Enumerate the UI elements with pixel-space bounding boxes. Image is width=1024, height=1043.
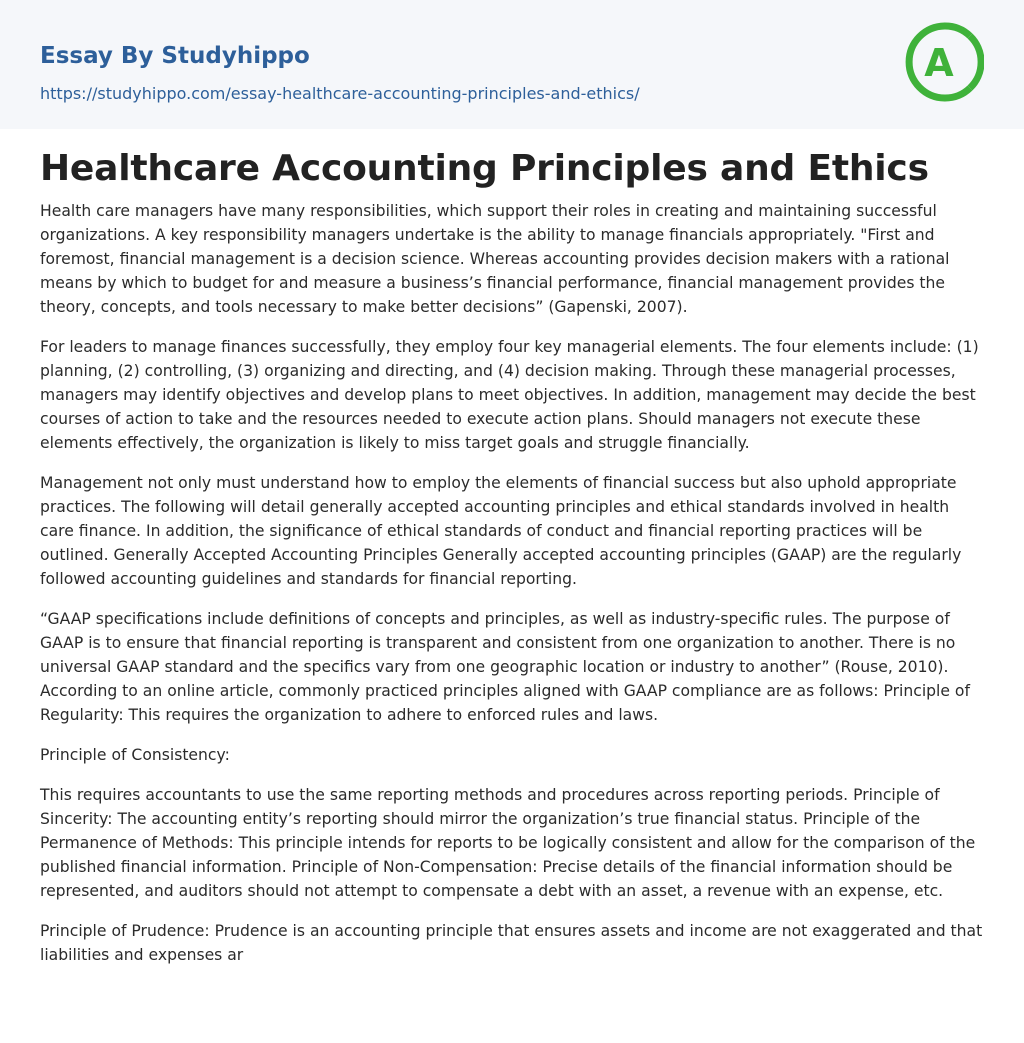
paragraph-gaap-definition: “GAAP specifications include definitions of concepts and principles, as well as industry-specific rules. The purpose of GAAP is to ensure that financial reporting is transparent and consistent from one organization to another. There is no universal GAAP standard and the specifics vary from one geographic location or industry to another” (Rouse, 2010). According to an online article, commonly practiced principles aligned with GAAP compliance are as follows: Principle of Regularity: This requires the organization to adhere to enforced rules and laws. <box>40 610 970 724</box>
article-title: Healthcare Accounting Principles and Ethics <box>40 148 929 189</box>
essay-url-link[interactable]: https://studyhippo.com/essay-healthcare-accounting-principles-and-ethics/ <box>40 84 640 103</box>
article-body <box>0 147 1024 967</box>
paragraph-managerial-elements: For leaders to manage finances successfully, they employ four key managerial elements. The four elements include: (1) planning, (2) controlling, (3) organizing and directing, and (4) decision making. Through these managerial processes, managers may identify objectives and develop plans to meet objectives. In addition, management may decide the best courses of action to take and the resources needed to execute action plans. Should managers not execute these elements effectively, the organization is likely to miss target goals and struggle financially. <box>40 338 979 452</box>
paragraph-intro: Health care managers have many responsibilities, which support their roles in creating and maintaining successful organizations. A key responsibility managers undertake is the ability to manage financials appropriately. "First and foremost, financial management is a decision science. Whereas accounting provides decision makers with a rational means by which to budget for and measure a business’s financial performance, financial management provides the theory, concepts, and tools necessary to make better decisions” (Gapenski, 2007). <box>40 202 950 316</box>
site-header <box>0 0 1024 129</box>
paragraph-consistency-heading: Principle of Consistency: <box>40 746 230 764</box>
studyhippo-logo-icon[interactable] <box>900 20 984 104</box>
paragraph-management-practices: Management not only must understand how to employ the elements of financial success but also uphold appropriate practices. The following will detail generally accepted accounting principles and ethical standards involved in health care finance. In addition, the significance of ethical standards of conduct and financial reporting practices will be outlined. Generally Accepted Accounting Principles Generally accepted accounting principles (GAAP) are the regularly followed accounting guidelines and standards for financial reporting. <box>40 474 962 588</box>
paragraph-principles-list: This requires accountants to use the same reporting methods and procedures across reporting periods. Principle of Sincerity: The accounting entity’s reporting should mirror the organization’s true financial status. Principle of the Permanence of Methods: This principle intends for reports to be logically consistent and allow for the comparison of the published financial information. Principle of Non-Compensation: Precise details of the financial information should be represented, and auditors should not attempt to compensate a debt with an asset, a revenue with an expense, etc. <box>40 786 976 900</box>
site-brand[interactable]: Essay By Studyhippo <box>40 43 310 69</box>
logo-letter: A <box>924 41 954 85</box>
paragraph-prudence: Principle of Prudence: Prudence is an accounting principle that ensures assets and income are not exaggerated and that liabilities and expenses ar <box>40 922 983 964</box>
